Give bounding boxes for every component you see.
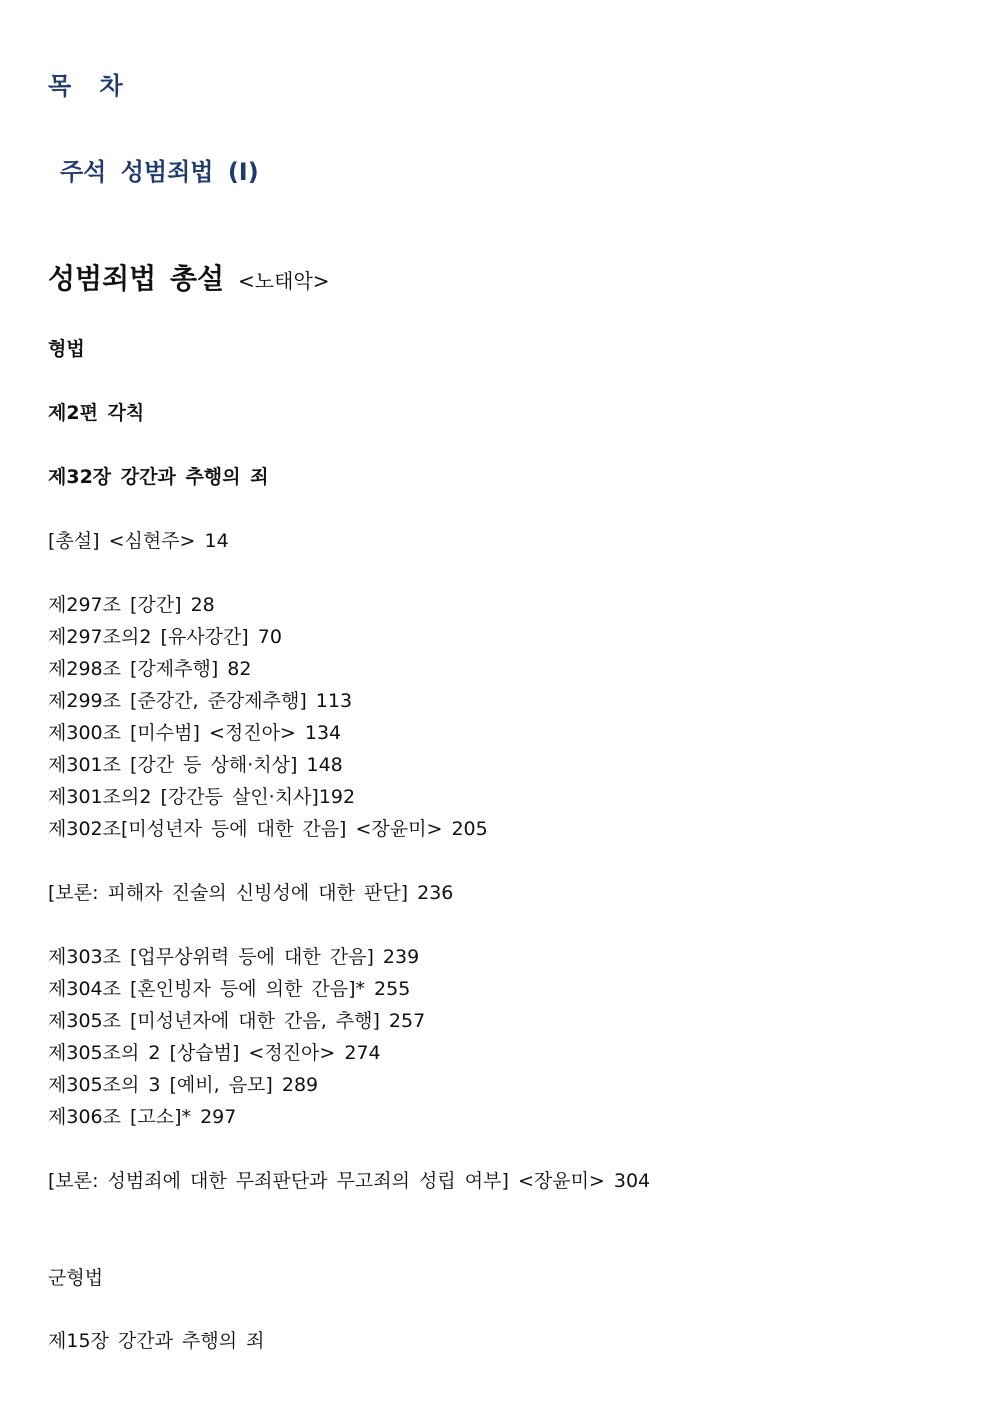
part-title-text: 성범죄법 총설	[48, 262, 225, 295]
toc-entry: 제300조 [미수범] <정진아> 134	[48, 722, 342, 744]
toc-entry: 제301조 [강간 등 상해·치상] 148	[48, 754, 343, 776]
part-heading: 제2편 각칙	[48, 402, 145, 424]
toc-entry: 제302조[미성년자 등에 대한 간음] <장윤미> 205	[48, 818, 488, 840]
toc-entry: 제303조 [업무상위력 등에 대한 간음] 239	[48, 946, 420, 968]
toc-entry: 제297조 [강간] 28	[48, 594, 215, 616]
supplement-entry: [보론: 피해자 진술의 신빙성에 대한 판단] 236	[48, 882, 454, 904]
toc-entry: 제299조 [준강간, 준강제추행] 113	[48, 690, 353, 712]
article-list-2	[48, 941, 425, 1133]
toc-entry: 제305조 [미성년자에 대한 간음, 추행] 257	[48, 1010, 426, 1032]
book-title: 주석 성범죄법 (Ⅰ)	[60, 158, 259, 186]
overview-entry: [총설] <심현주> 14	[48, 530, 229, 552]
part-title	[48, 259, 330, 303]
law-name-military-criminal-act: 군형법	[48, 1267, 104, 1289]
toc-entry: 제306조 [고소]* 297	[48, 1106, 237, 1128]
article-list	[48, 589, 488, 845]
law-name-criminal-act: 형법	[48, 338, 85, 360]
toc-entry: 제305조의 2 [상습범] <정진아> 274	[48, 1042, 381, 1064]
part-title-author: <노태악>	[238, 269, 330, 293]
toc-entry: 제304조 [혼인빙자 등에 의한 간음]* 255	[48, 978, 411, 1000]
supplement-entry-2: [보론: 성범죄에 대한 무죄판단과 무고죄의 성립 여부] <장윤미> 304	[48, 1170, 651, 1192]
toc-entry: 제298조 [강제추행] 82	[48, 658, 252, 680]
toc-heading: 목 차	[48, 72, 133, 100]
chapter-heading-military: 제15장 강간과 추행의 죄	[48, 1330, 265, 1352]
chapter-heading: 제32장 강간과 추행의 죄	[48, 466, 269, 488]
toc-entry: 제305조의 3 [예비, 음모] 289	[48, 1074, 319, 1096]
toc-entry: 제301조의2 [강간등 살인·치사]192	[48, 786, 356, 808]
toc-entry: 제297조의2 [유사강간] 70	[48, 626, 282, 648]
